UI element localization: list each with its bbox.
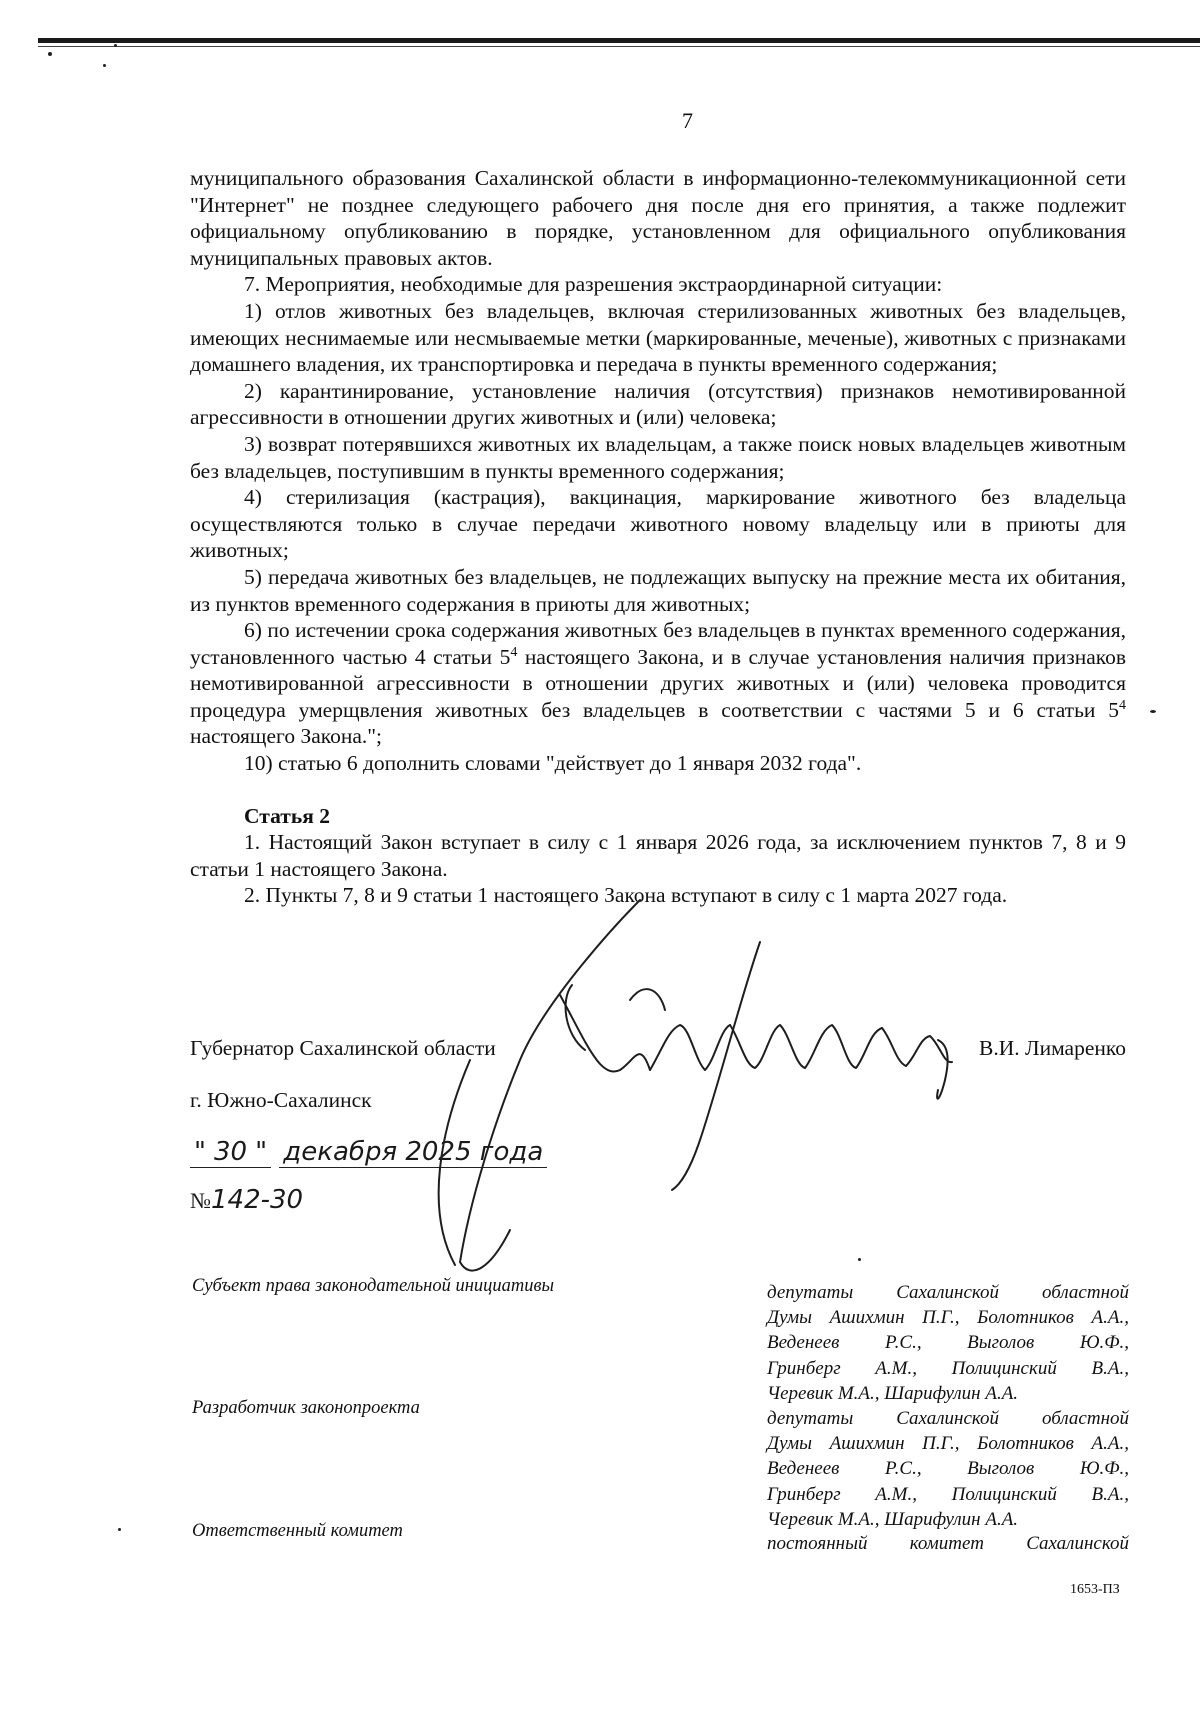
- paragraph: [190, 617, 1126, 750]
- paragraph-part: 6) по истечении срока содержания животных без владельцев в пунктах временного содержания, установленного частью 4 статьи 5: [190, 618, 1126, 669]
- date-open-quote: ": [190, 1137, 210, 1168]
- scan-speck: [858, 1258, 861, 1261]
- value-line: Веденеев Р.С., Выголов Ю.Ф.,: [767, 1458, 1129, 1480]
- page-number: 7: [682, 108, 693, 133]
- date-month-year: декабря 2025 года: [279, 1137, 547, 1168]
- value-line: депутаты Сахалинской областной: [767, 1282, 1129, 1303]
- value-line: постоянный комитет Сахалинской: [767, 1533, 1129, 1554]
- paragraph-part: настоящего Закона, и в случае установления наличия признаков немотивированной агрессивности в отношении других животных и (или) человека проводится процедура умерщвления животных без владельцев в соответствии с частями 5 и 6 статьи 5: [190, 644, 1126, 722]
- document-code: 1653-ПЗ: [1070, 1582, 1120, 1597]
- value-line: Думы Ашихмин П.Г., Болотников А.А.,: [767, 1433, 1129, 1455]
- paragraph: 7. Мероприятия, необходимые для разрешения экстраординарной ситуации:: [244, 272, 943, 297]
- value-line: Веденеев Р.С., Выголов Ю.Ф.,: [767, 1332, 1129, 1354]
- city: г. Южно-Сахалинск: [190, 1088, 372, 1112]
- scan-speck: [1150, 710, 1156, 713]
- committee-value: [767, 1531, 1129, 1556]
- handwritten-date: [190, 1137, 547, 1167]
- scan-speck: [48, 52, 52, 56]
- number-prefix: №: [190, 1188, 211, 1213]
- superscript: 4: [1119, 697, 1126, 713]
- scan-top-border: [38, 38, 1200, 43]
- governor-name: В.И. Лимаренко: [979, 1036, 1126, 1060]
- scan-speck: [114, 44, 117, 47]
- paragraph: 10) статью 6 дополнить словами "действует до 1 января 2032 года".: [244, 751, 862, 776]
- initiative-value: [767, 1280, 1129, 1406]
- paragraph: муниципального образования Сахалинской области в информационно-телекоммуникационной сети "Интернет" не позднее следующего рабочего дня после дня его принятия, а также подлежит официальному опубликованию в порядке, установленном для официального опубликования муниципальных правовых актов.: [190, 166, 1126, 270]
- paragraph: 1) отлов животных без владельцев, включая стерилизованных животных без владельцев, имеющих неснимаемые или несмываемые метки (маркированные, меченые), животных с признаками домашнего владения, их транспортировка и передача в пункты временного содержания;: [190, 298, 1126, 377]
- handwritten-number: [190, 1185, 303, 1215]
- date-close-quote: ": [251, 1137, 271, 1168]
- developer-value: [767, 1406, 1129, 1532]
- article-title: Статья 2: [244, 803, 330, 828]
- paragraph: 5) передача животных без владельцев, не подлежащих выпуску на прежние места их обитания, из пунктов временного содержания в приюты для животных;: [190, 564, 1126, 616]
- value-line: Гринберг А.М., Полицинский В.А.,: [767, 1483, 1129, 1505]
- governor-title: Губернатор Сахалинской области: [190, 1036, 496, 1060]
- value-line: депутаты Сахалинской областной: [767, 1408, 1129, 1429]
- paragraph: 2. Пункты 7, 8 и 9 статьи 1 настоящего Закона вступают в силу с 1 марта 2027 года.: [244, 883, 1008, 908]
- committee-label: Ответственный комитет: [192, 1521, 403, 1541]
- paragraph: 1. Настоящий Закон вступает в силу с 1 января 2026 года, за исключением пунктов 7, 8 и 9 статьи 1 настоящего Закона.: [190, 830, 1126, 881]
- value-line: Черевик М.А., Шарифулин А.А.: [767, 1508, 1019, 1530]
- scan-top-border-thin: [38, 46, 1200, 47]
- paragraph: 3) возврат потерявшихся животных их владельцам, а также поиск новых владельцев животным без владельцев, поступившим в пункты временного содержания;: [190, 431, 1126, 483]
- body-text: [190, 165, 1126, 909]
- superscript: 4: [510, 644, 518, 660]
- paragraph: 4) стерилизация (кастрация), вакцинация, маркирование животного без владельца осуществляются только в случае передачи животного новому владельцу или в приюты для животных;: [190, 485, 1126, 563]
- date-day: 30: [210, 1137, 251, 1168]
- developer-label: Разработчик законопроекта: [192, 1398, 420, 1418]
- paragraph: 2) карантинирование, установление наличия (отсутствия) признаков немотивированной агрессивности в отношении других животных и (или) человека;: [190, 378, 1126, 430]
- value-line: Думы Ашихмин П.Г., Болотников А.А.,: [767, 1307, 1129, 1329]
- law-number: 142-30: [211, 1185, 304, 1215]
- scan-speck: [103, 64, 106, 67]
- scan-speck: [118, 1528, 121, 1531]
- value-line: Черевик М.А., Шарифулин А.А.: [767, 1382, 1019, 1404]
- paragraph-part: настоящего Закона.";: [190, 724, 383, 749]
- value-line: Гринберг А.М., Полицинский В.А.,: [767, 1357, 1129, 1379]
- initiative-label: Субъект права законодательной инициативы: [192, 1276, 555, 1296]
